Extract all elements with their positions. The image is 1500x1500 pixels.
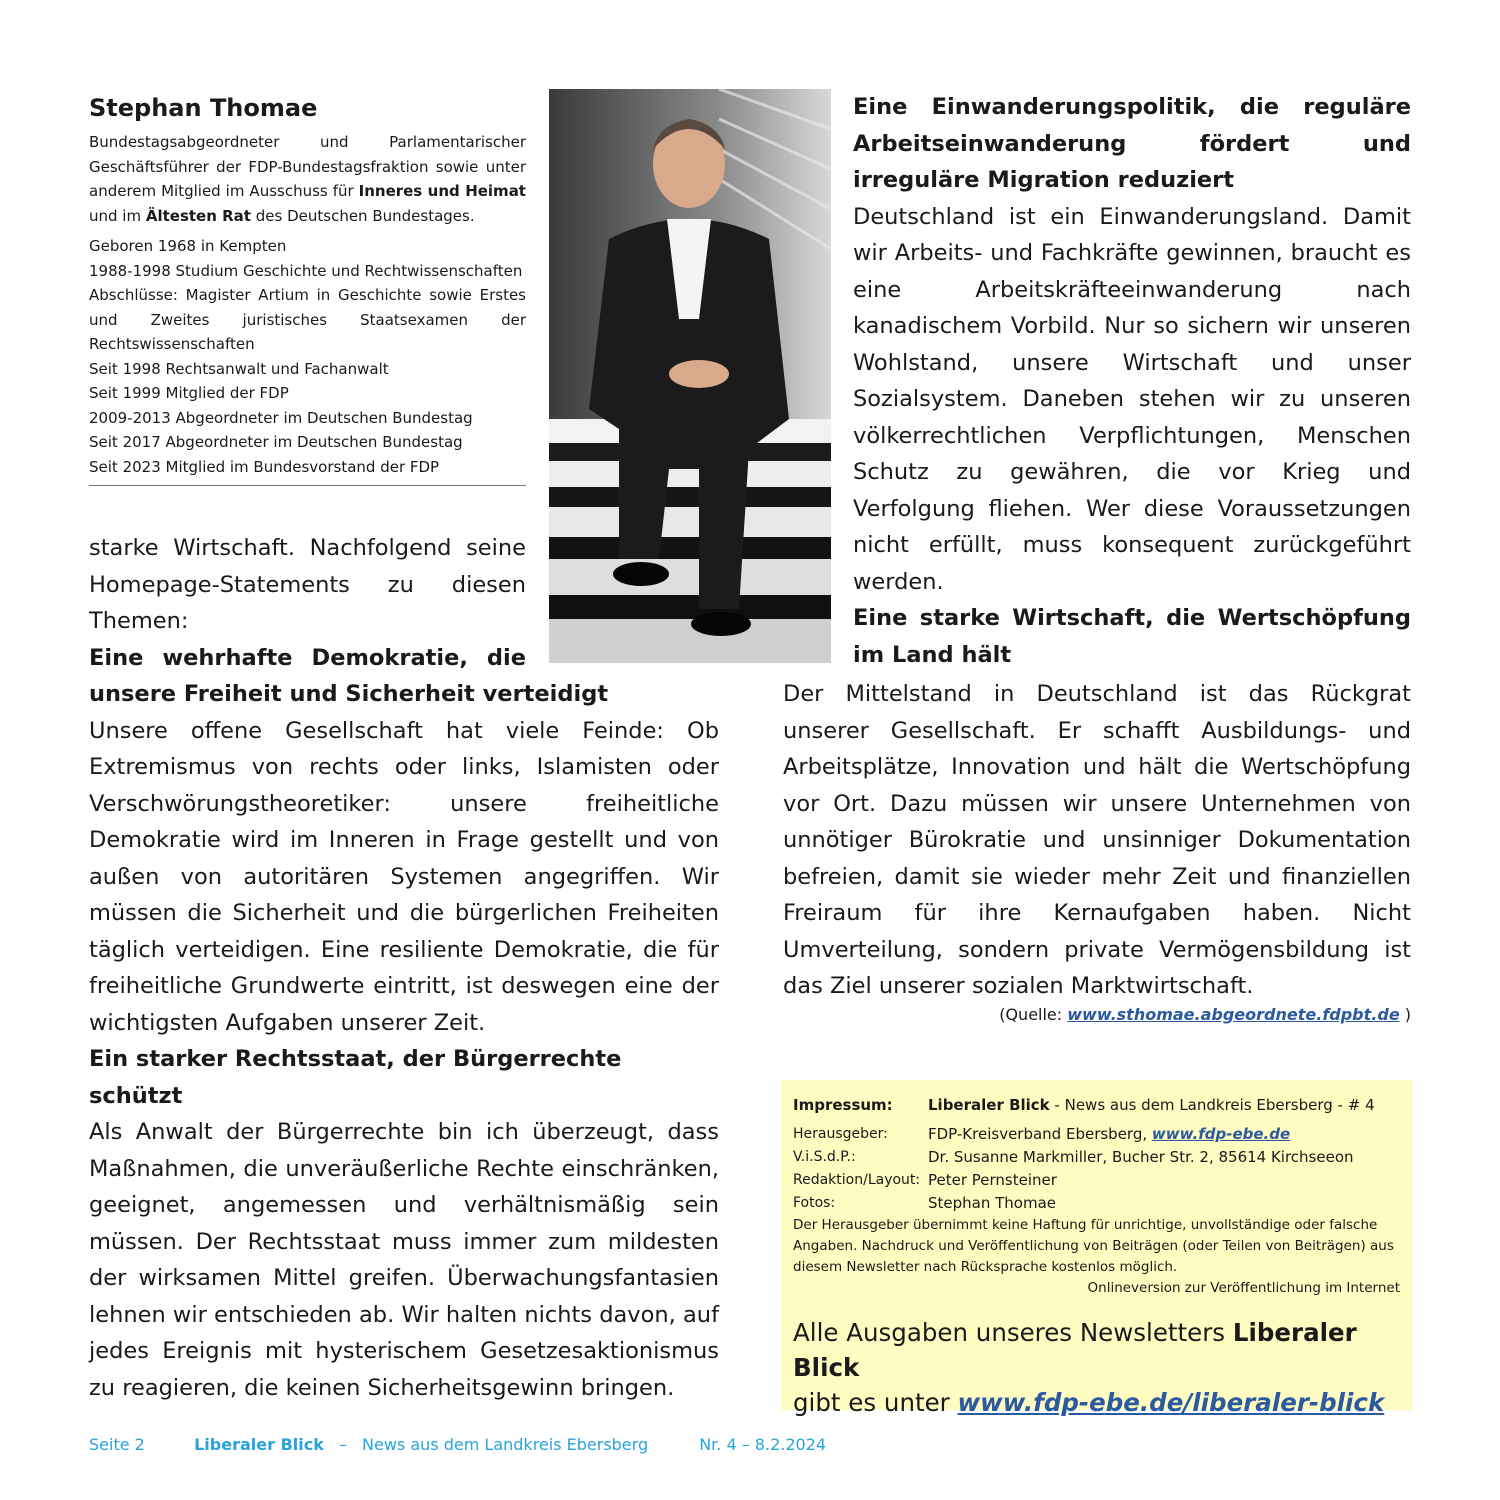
paragraph-rule-of-law: Als Anwalt der Bürgerrechte bin ich überzeugt, dass Maßnahmen, die unveräußerliche Rechte einschränken, geeignet, angemessen und verhältnismäßig sein müssen. Der Rechtsstaat muss immer zum mildesten der wirksamen Mittel greifen. Überwachungsfantasien lehnen wir entschieden ab. Wir halten nichts davon, auf jedes Ereignis mit hysterischem Gesetzesaktionismus zu reagieren, die keinen Sicherheitsgewinn bringen. <box>89 1119 719 1401</box>
archive-text: gibt es unter <box>793 1388 958 1417</box>
impressum-value: FDP-Kreisverband Ebersberg, <box>928 1125 1152 1143</box>
impressum-header <box>793 1094 1400 1117</box>
bio-intro-bold: Ältesten Rat <box>145 206 251 225</box>
archive-text: Alle Ausgaben unseres Newsletters <box>793 1318 1233 1347</box>
heading-democracy-a: Eine wehrhafte Demokratie, die <box>89 644 526 671</box>
source-link[interactable]: www.sthomae.abgeordnete.fdpbt.de <box>1067 1005 1400 1024</box>
left-column-main <box>89 676 719 1406</box>
impressum-row <box>793 1169 1400 1192</box>
impressum-value: Peter Pernsteiner <box>928 1171 1057 1189</box>
heading-rule-of-law: Ein starker Rechtsstaat, der Bürgerrechte schützt <box>89 1046 622 1109</box>
right-column-main <box>783 676 1411 1005</box>
portrait-illustration <box>549 89 831 663</box>
bio-line: Seit 2017 Abgeordneter im Deutschen Bundestag <box>89 433 463 451</box>
archive-brand: Liberaler Blick <box>793 1318 1357 1382</box>
impressum-disclaimer: Der Herausgeber übernimmt keine Haftung für unrichtige, unvollständige oder falsche Angaben. Nachdruck und Veröffentlichung von Beiträgen (oder Teilen von Beiträgen) aus diesem Newsletter nach Rücksprache kostenlos möglich. <box>793 1217 1394 1275</box>
bio-line: Seit 1998 Rechtsanwalt und Fachanwalt <box>89 359 389 378</box>
heading-economy: Eine starke Wirtschaft, die Wertschöpfung im Land hält <box>853 605 1411 668</box>
bio-name: Stephan Thomae <box>89 94 318 122</box>
source-label: (Quelle: <box>999 1005 1068 1024</box>
footer-dash: – <box>338 1435 347 1454</box>
newsletter-archive-note <box>793 1315 1400 1420</box>
bio-line: 2009-2013 Abgeordneter im Deutschen Bundestag <box>89 408 473 427</box>
impressum-value: Stephan Thomae <box>928 1194 1057 1212</box>
paragraph-democracy: Unsere offene Gesellschaft hat viele Feinde: Ob Extremismus von rechts oder links, Islamisten oder Verschwörungstheoretiker: unsere freiheitliche Demokratie wird im Inneren in Frage gestellt und von außen von autoritären Systemen angegriffen. Wir müssen die Sicherheit und die bürgerlichen Freiheiten täglich verteidigen. Eine resiliente Demokratie, die für freiheitliche Grundwerte eintritt, ist deswegen eine der wichtigsten Aufgaben unserer Zeit. <box>89 717 719 1036</box>
footer-issue: Nr. 4 – 8.2.2024 <box>699 1435 827 1454</box>
impressum-key: Redaktion/Layout: <box>793 1172 921 1188</box>
paragraph-economy: Der Mittelstand in Deutschland ist das Rückgrat unserer Gesellschaft. Er schafft Ausbildungs- und Arbeitsplätze, Innovation und hält die Wertschöpfung vor Ort. Dazu müssen wir unsere Unternehmen von unnötiger Bürokratie und unsinniger Dokumentation befreien, damit sie wieder mehr Zeit und finanziellen Freiraum für ihre Kernaufgaben haben. Nicht Umverteilung, sondern private Vermögensbildung ist das Ziel unserer sozialen Marktwirtschaft. <box>783 681 1411 999</box>
impressum-row <box>793 1192 1400 1215</box>
impressum-title: Liberaler Blick <box>928 1096 1050 1114</box>
portrait-photo <box>549 89 831 663</box>
bio-line: 1988-1998 Studium Geschichte und Rechtwissenschaften <box>89 261 523 280</box>
footer-brand: Liberaler Blick <box>194 1435 324 1454</box>
archive-link[interactable]: www.fdp-ebe.de/liberaler-blick <box>957 1388 1385 1417</box>
divider <box>89 485 526 486</box>
footer-tagline: News aus dem Landkreis Ebersberg <box>362 1435 649 1454</box>
bio-line: Seit 1999 Mitglied der FDP <box>89 384 289 402</box>
left-column-intro <box>89 530 526 676</box>
impressum-row <box>793 1123 1400 1146</box>
impressum-row <box>793 1146 1400 1169</box>
impressum-online-note: Onlineversion zur Veröffentlichung im Internet <box>1087 1280 1400 1296</box>
impressum-label: Impressum: <box>793 1096 893 1114</box>
heading-immigration: Eine Einwanderungspolitik, die reguläre Arbeitseinwanderung fördert und irreguläre Migration reduziert <box>853 94 1411 193</box>
page-number: Seite 2 <box>89 1435 145 1454</box>
source-note <box>783 1003 1411 1027</box>
bio-line: Geboren 1968 in Kempten <box>89 237 287 255</box>
impressum-key: Herausgeber: <box>793 1126 888 1142</box>
right-column-top <box>853 89 1411 673</box>
heading-democracy-b: unsere Freiheit und Sicherheit verteidigt <box>89 681 609 707</box>
bio-intro-bold: Inneres und Heimat <box>358 182 526 200</box>
bio-intro-text: des Deutschen Bundestages. <box>250 206 475 225</box>
page-footer <box>89 1435 826 1454</box>
publisher-link[interactable]: www.fdp-ebe.de <box>1151 1125 1291 1143</box>
intro-paragraph: starke Wirtschaft. Nachfolgend seine Homepage-Statements zu diesen Themen: <box>89 535 526 634</box>
bio-box <box>89 92 526 486</box>
impressum-box <box>781 1080 1412 1417</box>
bio-line: Seit 2023 Mitglied im Bundesvorstand der FDP <box>89 457 440 476</box>
impressum-title-rest: - News aus dem Landkreis Ebersberg - # 4 <box>1049 1096 1375 1114</box>
source-suffix: ) <box>1399 1005 1411 1024</box>
bio-intro-text: Bundestagsabgeordneter und Parlamentarischer Geschäftsführer der FDP-Bundestagsfraktion sowie unter anderem Mitglied im Ausschuss für <box>89 133 526 200</box>
impressum-value: Dr. Susanne Markmiller, Bucher Str. 2, 85614 Kirchseeon <box>928 1148 1354 1166</box>
paragraph-immigration: Deutschland ist ein Einwanderungsland. Damit wir Arbeits- und Fachkräfte gewinnen, braucht es eine Arbeitskräfteeinwanderung nach kanadischem Vorbild. Nur so sichern wir unseren Wohlstand, unsere Wirtschaft und unser Sozialsystem. Daneben stehen wir zu unseren völkerrechtlichen Verpflichtungen, Menschen Schutz zu gewähren, die vor Krieg und Verfolgung fliehen. Wer diese Voraussetzungen nicht erfüllt, muss konsequent zurückgeführt werden. <box>853 203 1411 595</box>
impressum-key: V.i.S.d.P.: <box>793 1149 856 1165</box>
bio-intro <box>89 130 526 228</box>
bio-intro-text: und im <box>89 206 146 225</box>
impressum-key: Fotos: <box>793 1195 836 1211</box>
bio-line: Abschlüsse: Magister Artium in Geschichte sowie Erstes und Zweites juristisches Staatsexamen der Rechtswissenschaften <box>89 286 526 353</box>
